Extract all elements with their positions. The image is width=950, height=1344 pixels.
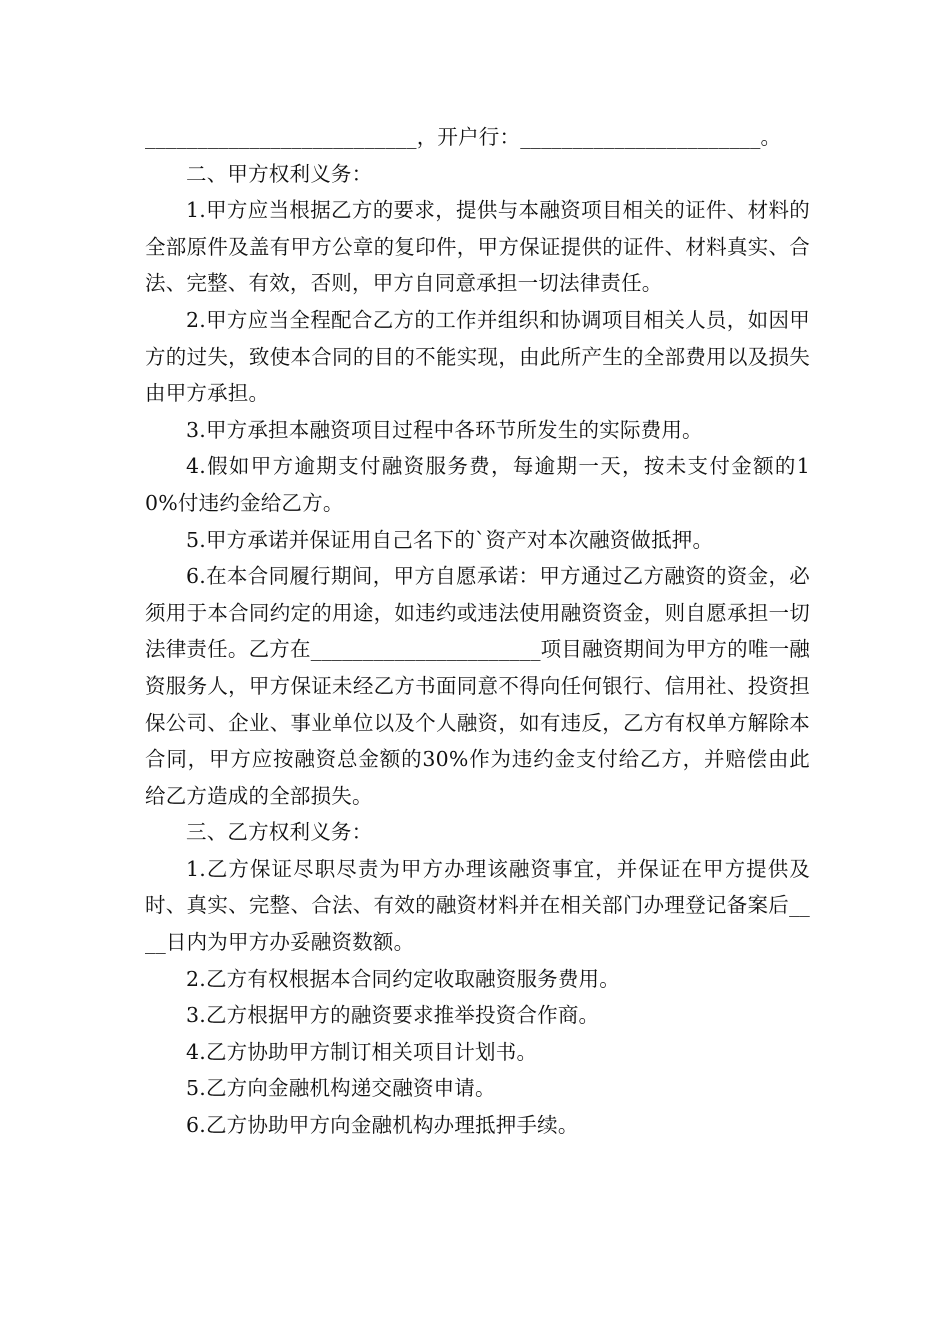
section-heading-party-b: 三、乙方权利义务： xyxy=(186,820,373,845)
paragraph-b4: 4.乙方协助甲方制订相关项目计划书。 xyxy=(186,1039,538,1064)
paragraph-a6: 6.在本合同履行期间，甲方自愿承诺：甲方通过乙方融资的资金，必须用于本合同约定的用途，如违约或违法使用融资资金，则自愿承担一切法律责任。乙方在______________________项目融资期间为甲方的唯一融资服务人，甲方保证未经乙方书面同意不得向任何银行、信用社、投资担保公司、企业、事业单位以及个人融资，如有违反，乙方有权单方解除本合同，甲方应按融资总金额的30%作为违约金支付给乙方，并赔偿由此给乙方造成的全部损失。 xyxy=(145,564,810,808)
paragraph-b5: 5.乙方向金融机构递交融资申请。 xyxy=(186,1076,496,1101)
document-body xyxy=(145,119,810,1144)
paragraph-b6: 6.乙方协助甲方向金融机构办理抵押手续。 xyxy=(186,1113,579,1138)
paragraph-a5: 5.甲方承诺并保证用自己名下的`资产对本次融资做抵押。 xyxy=(186,527,714,552)
account-bank-line: __________________________，开户行：_______________________。 xyxy=(145,125,782,149)
paragraph-b1: 1.乙方保证尽职尽责为甲方办理该融资事宜，并保证在甲方提供及时、真实、完整、合法、有效的融资材料并在相关部门办理登记备案后____日内为甲方办妥融资数额。 xyxy=(145,856,810,955)
paragraph-b2: 2.乙方有权根据本合同约定收取融资服务费用。 xyxy=(186,966,620,991)
section-heading-party-a: 二、甲方权利义务： xyxy=(186,161,373,186)
paragraph-a3: 3.甲方承担本融资项目过程中各环节所发生的实际费用。 xyxy=(186,417,703,442)
paragraph-a2: 2.甲方应当全程配合乙方的工作并组织和协调项目相关人员，如因甲方的过失，致使本合同的目的不能实现，由此所产生的全部费用以及损失由甲方承担。 xyxy=(145,307,810,406)
paragraph-b3: 3.乙方根据甲方的融资要求推举投资合作商。 xyxy=(186,1003,600,1028)
paragraph-a1: 1.甲方应当根据乙方的要求，提供与本融资项目相关的证件、材料的全部原件及盖有甲方公章的复印件，甲方保证提供的证件、材料真实、合法、完整、有效，否则，甲方自同意承担一切法律责任。 xyxy=(145,198,810,296)
paragraph-a4: 4.假如甲方逾期支付融资服务费，每逾期一天，按未支付金额的10%付违约金给乙方。 xyxy=(145,454,810,515)
